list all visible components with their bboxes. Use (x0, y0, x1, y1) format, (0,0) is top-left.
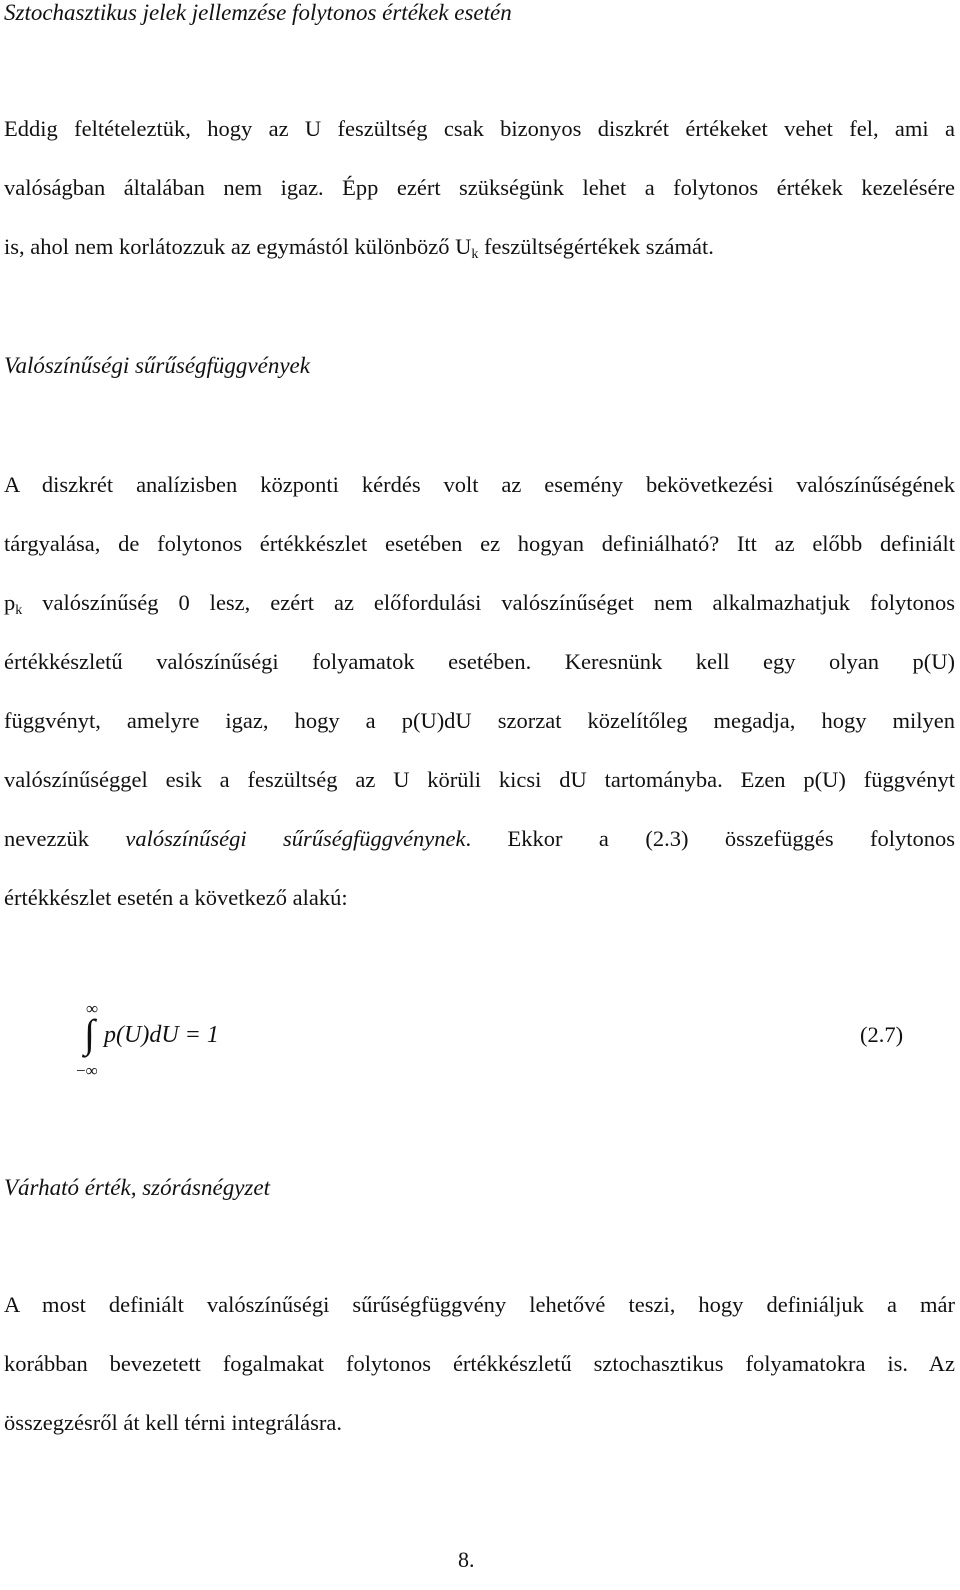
page-number: 8. (458, 1547, 475, 1572)
subscript: k (15, 603, 23, 616)
section-heading-density: Valószínűségi sűrűségfüggvények (4, 353, 310, 378)
text-run: p (4, 590, 16, 615)
paragraph-line: függvényt, amelyre igaz, hogy a p(U)dU szorzat közelítőleg megadja, hogy milyen (4, 708, 955, 733)
paragraph-line: értékkészlet esetén a következő alakú: (4, 885, 348, 910)
section-heading-expected-value: Várható érték, szórásnégyzet (4, 1175, 270, 1200)
text-run: is, ahol nem korlátozzuk az egymástól különböző U (4, 234, 472, 259)
equation-expression: p(U)dU = 1 (104, 1022, 219, 1048)
paragraph-line: értékkészletű valószínűségi folyamatok esetében. Keresnünk kell egy olyan p(U) (4, 649, 955, 674)
paragraph-line: valóságban általában nem igaz. Épp ezért szükségünk lehet a folytonos értékek kezelésére (4, 175, 955, 200)
subscript: k (471, 247, 479, 262)
text-run: feszültségértékek számát. (478, 234, 714, 259)
paragraph-line (4, 590, 955, 616)
paragraph-line: valószínűséggel esik a feszültség az U körüli kicsi dU tartományba. Ezen p(U) függvényt (4, 767, 955, 792)
text-run: valószínűség 0 lesz, ezért az előfordulási valószínűséget nem alkalmazhatjuk folytonos (22, 590, 955, 615)
paragraph-line: összegzésről át kell térni integrálásra. (4, 1410, 342, 1435)
equation-block (0, 990, 960, 1090)
section-heading-stochastic: Sztochasztikus jelek jellemzése folytonos értékek esetén (4, 0, 512, 25)
integral-upper-limit: ∞ (86, 999, 99, 1018)
text-run: nevezzük (4, 826, 126, 851)
paragraph-line: korábban bevezetett fogalmakat folytonos értékkészletű sztochasztikus folyamatokra is. Az (4, 1351, 955, 1376)
emphasis-term: valószínűségi sűrűségfüggvénynek (125, 826, 466, 851)
paragraph-line: tárgyalása, de folytonos értékkészlet esetében ez hogyan definiálható? Itt az előbb definiált (4, 531, 955, 556)
equation-number: (2.7) (860, 1022, 904, 1047)
paragraph-line: A diszkrét analízisben központi kérdés volt az esemény bekövetkezési valószínűségének (4, 472, 955, 497)
integral-sign: ∫ (84, 1011, 95, 1056)
integral-lower-limit: −∞ (76, 1061, 98, 1080)
paragraph-line (4, 234, 714, 264)
text-run: . Ekkor a (2.3) összefüggés folytonos (465, 826, 955, 851)
paragraph-line (4, 826, 955, 852)
paragraph-line: A most definiált valószínűségi sűrűségfüggvény lehetővé teszi, hogy definiáljuk a már (4, 1292, 955, 1317)
paragraph-line: Eddig feltételeztük, hogy az U feszültség csak bizonyos diszkrét értékeket vehet fel, ami a (4, 116, 955, 141)
